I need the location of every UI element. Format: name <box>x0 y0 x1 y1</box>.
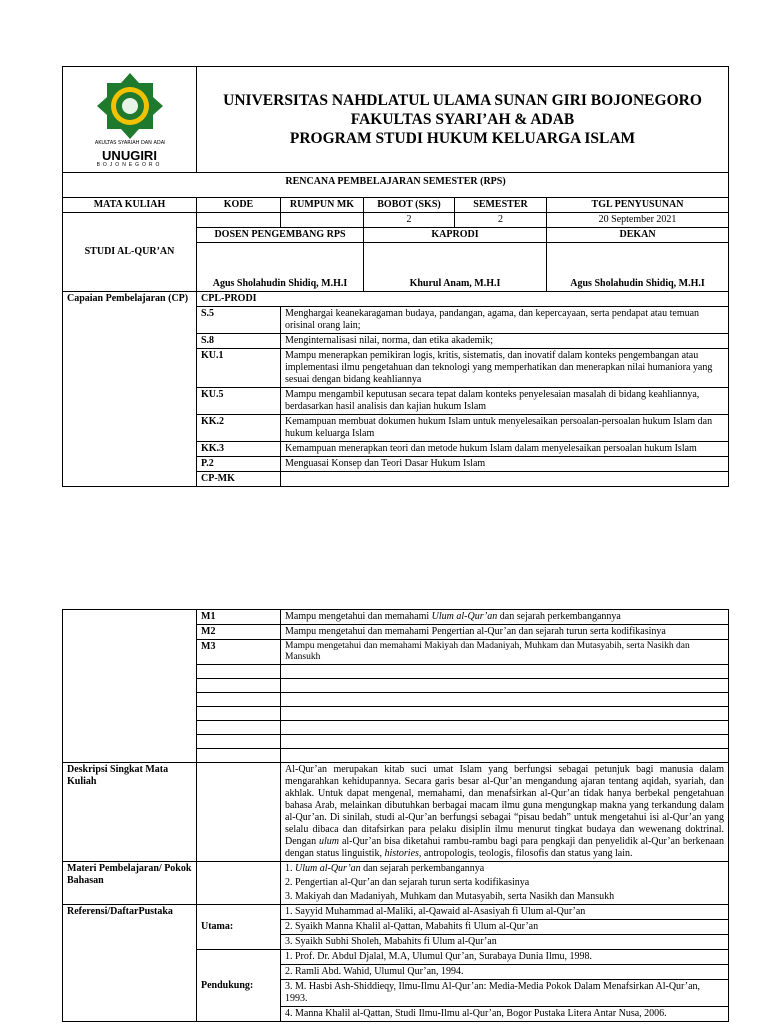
mk-empty-text <box>281 749 729 763</box>
faculty-name: FAKULTAS SYARI’AH & ADAB <box>350 111 575 128</box>
deskripsi-spacer <box>197 763 281 862</box>
ref-pendukung-item: 2. Ramli Abd. Wahid, Ulumul Qur’an, 1994. <box>281 965 729 980</box>
cp-code: KK.2 <box>197 415 281 442</box>
col-kode: KODE <box>197 198 281 213</box>
rps-title: RENCANA PEMBELAJARAN SEMESTER (RPS) <box>63 173 729 198</box>
materi-label: Materi Pembelajaran/ Pokok Bahasan <box>63 862 197 905</box>
materi-item: 3. Makiyah dan Madaniyah, Muhkam dan Mutasyabih, serta Nasikh dan Mansukh <box>281 890 729 905</box>
cp-text: Menghargai keanekaragaman budaya, pandangan, agama, dan kepercayaan, serta pendapat atau temuan orisinal orang lain; <box>281 307 729 334</box>
logo-wordmark: UNUGIRI <box>102 148 157 163</box>
cp-text: Kemampuan membuat dokumen hukum Islam untuk menyelesaikan persoalan-persoalan hukum Islam dan hukum keluarga Islam <box>281 415 729 442</box>
ref-pendukung-item: 4. Manna Khalil al-Qattan, Studi Ilmu-Ilmu al-Qur’an, Bogor Pustaka Litera Antar Nusa, 2006. <box>281 1007 729 1022</box>
col-rumpun: RUMPUN MK <box>281 198 364 213</box>
col-mata-kuliah: MATA KULIAH <box>63 198 197 213</box>
mk-empty-text <box>281 735 729 749</box>
semester-value: 2 <box>455 213 547 228</box>
utama-label: Utama: <box>197 905 281 950</box>
cp-text: Kemampuan menerapkan teori dan metode hukum Islam dalam menyelesaikan persoalan hukum Islam <box>281 442 729 457</box>
col-bobot: BOBOT (SKS) <box>364 198 455 213</box>
cp-label: Capaian Pembelajaran (CP) <box>63 292 197 487</box>
logo-city: BOJONEGORO <box>96 162 163 168</box>
col-tgl: TGL PENYUSUNAN <box>547 198 729 213</box>
rumpun-value <box>281 213 364 228</box>
ref-pendukung-item: 3. M. Hasbi Ash-Shiddieqy, Ilmu-Ilmu Al-Qur’an: Media-Media Pokok Dalam Menafsirkan Al-Qur’an, 1993. <box>281 980 729 1007</box>
university-logo-icon <box>95 71 165 149</box>
bobot-value: 2 <box>364 213 455 228</box>
rps-table-top <box>62 66 729 487</box>
referensi-label: Referensi/DaftarPustaka <box>63 905 197 1022</box>
kode-value <box>197 213 281 228</box>
mk-empty-code <box>197 721 281 735</box>
mk-empty-text <box>281 707 729 721</box>
institution-header <box>197 67 729 173</box>
cp-mk-label: CP-MK <box>197 472 281 487</box>
rps-table-bottom <box>62 609 729 1022</box>
cp-text: Menginternalisasi nilai, norma, dan etika akademik; <box>281 334 729 349</box>
mk-empty-code <box>197 665 281 679</box>
kaprodi-label: KAPRODI <box>364 228 547 243</box>
ref-pendukung-item: 1. Prof. Dr. Abdul Djalal, M.A, Ulumul Qur’an, Surabaya Dunia Ilmu, 1998. <box>281 950 729 965</box>
deskripsi-text: Al-Qur’an merupakan kitab suci umat Islam yang berfungsi sebagai petunjuk bagi manusia dalam mengarahkan kehidupannya. Secara garis besar al-Qur’an mengandung ajaran tentang aqidah, syariah, dan akhlak. Untuk dapat mengenal, memahami, dan menafsirkan al-Qur’an tidak hanya berbekal pengetahuan bahasa Arab, melainkan dibutuhkan berbagai macam ilmu guna mengungkap makna yang terkandung dalam al-Qur’an. Di sinilah, studi al-Qur’an berfungsi sebagai “pisau bedah” untuk mengetahui isi al-Qur’an yang selalu dibaca dan ditafsirkan para pelaku disiplin ilmu menurut tingkat budaya dan wewenang doktrinal. Dengan ulum al-Qur’an bisa diketahui rambu-rambu bagi para pengkaji dan penyelidik al-Qur’an berkenaan dengan status linguistik, histories, antropologis, teologis, filosofis dan status yang lain. <box>281 763 729 862</box>
materi-item: 2. Pengertian al-Qur’an dan sejarah turun serta kodifikasinya <box>281 876 729 890</box>
mk-side-cell <box>63 610 197 763</box>
dekan-label: DEKAN <box>547 228 729 243</box>
kaprodi-name: Khurul Anam, M.H.I <box>364 243 547 292</box>
program-name: PROGRAM STUDI HUKUM KELUARGA ISLAM <box>289 130 636 147</box>
col-semester: SEMESTER <box>455 198 547 213</box>
deskripsi-label: Deskripsi Singkat Mata Kuliah <box>63 763 197 862</box>
tgl-value: 20 September 2021 <box>547 213 729 228</box>
mk-empty-text <box>281 721 729 735</box>
mk-empty-text <box>281 693 729 707</box>
mk-empty-code <box>197 735 281 749</box>
dosen-name: Agus Sholahudin Shidiq, M.H.I <box>197 243 364 292</box>
mk-code: M3 <box>197 640 281 665</box>
university-name: UNIVERSITAS NAHDLATUL ULAMA SUNAN GIRI BOJONEGORO <box>223 92 702 109</box>
cp-code: KU.1 <box>197 349 281 388</box>
cp-mk-text <box>281 472 729 487</box>
mk-empty-code <box>197 693 281 707</box>
svg-text:FAKULTAS SYARIAH DAN ADAB: FAKULTAS SYARIAH DAN ADAB <box>94 140 165 146</box>
mk-empty-text <box>281 679 729 693</box>
dosen-label: DOSEN PENGEMBANG RPS <box>197 228 364 243</box>
mk-code: M1 <box>197 610 281 625</box>
pendukung-label: Pendukung: <box>197 950 281 1022</box>
cp-code: KU.5 <box>197 388 281 415</box>
mk-empty-text <box>281 665 729 679</box>
logo-cell <box>63 67 197 173</box>
mk-empty-code <box>197 749 281 763</box>
mk-empty-code <box>197 707 281 721</box>
cp-code: KK.3 <box>197 442 281 457</box>
cp-text: Mampu menerapkan pemikiran logis, kritis, sistematis, dan inovatif dalam konteks pengembangan atau implementasi ilmu pengetahuan dan teknologi yang memperhatikan dan menerapkan nilai humaniora yang sesuai dengan bidang keahliannya <box>281 349 729 388</box>
cpl-prodi-label: CPL-PRODI <box>197 292 729 307</box>
cp-text: Mampu mengambil keputusan secara tepat dalam konteks penyelesaian masalah di bidang keahliannya, berdasarkan hasil analisis dan kajian hukum Islam <box>281 388 729 415</box>
mk-text: Mampu mengetahui dan memahami Ulum al-Qur’an dan sejarah perkembangannya <box>281 610 729 625</box>
mk-code: M2 <box>197 625 281 640</box>
course-name: STUDI AL-QUR’AN <box>63 213 197 292</box>
dekan-name: Agus Sholahudin Shidiq, M.H.I <box>547 243 729 292</box>
cp-code: S.8 <box>197 334 281 349</box>
cp-code: P.2 <box>197 457 281 472</box>
mk-text: Mampu mengetahui dan memahami Pengertian al-Qur’an dan sejarah turun serta kodifikasinya <box>281 625 729 640</box>
mk-empty-code <box>197 679 281 693</box>
ref-utama-item: 2. Syaikh Manna Khalil al-Qattan, Mabahits fi Ulum al-Qur’an <box>281 920 729 935</box>
cp-code: S.5 <box>197 307 281 334</box>
ref-utama-item: 1. Sayyid Muhammad al-Maliki, al-Qawaid al-Asasiyah fi Ulum al-Qur’an <box>281 905 729 920</box>
materi-item: 1. Ulum al-Qur’an dan sejarah perkembangannya <box>281 862 729 877</box>
ref-utama-item: 3. Syaikh Subhi Sholeh, Mabahits fi Ulum al-Qur’an <box>281 935 729 950</box>
materi-spacer <box>197 862 281 905</box>
mk-text: Mampu mengetahui dan memahami Makiyah dan Madaniyah, Muhkam dan Mutasyabih, serta Nasikh dan Mansukh <box>281 640 729 665</box>
cp-text: Menguasai Konsep dan Teori Dasar Hukum Islam <box>281 457 729 472</box>
